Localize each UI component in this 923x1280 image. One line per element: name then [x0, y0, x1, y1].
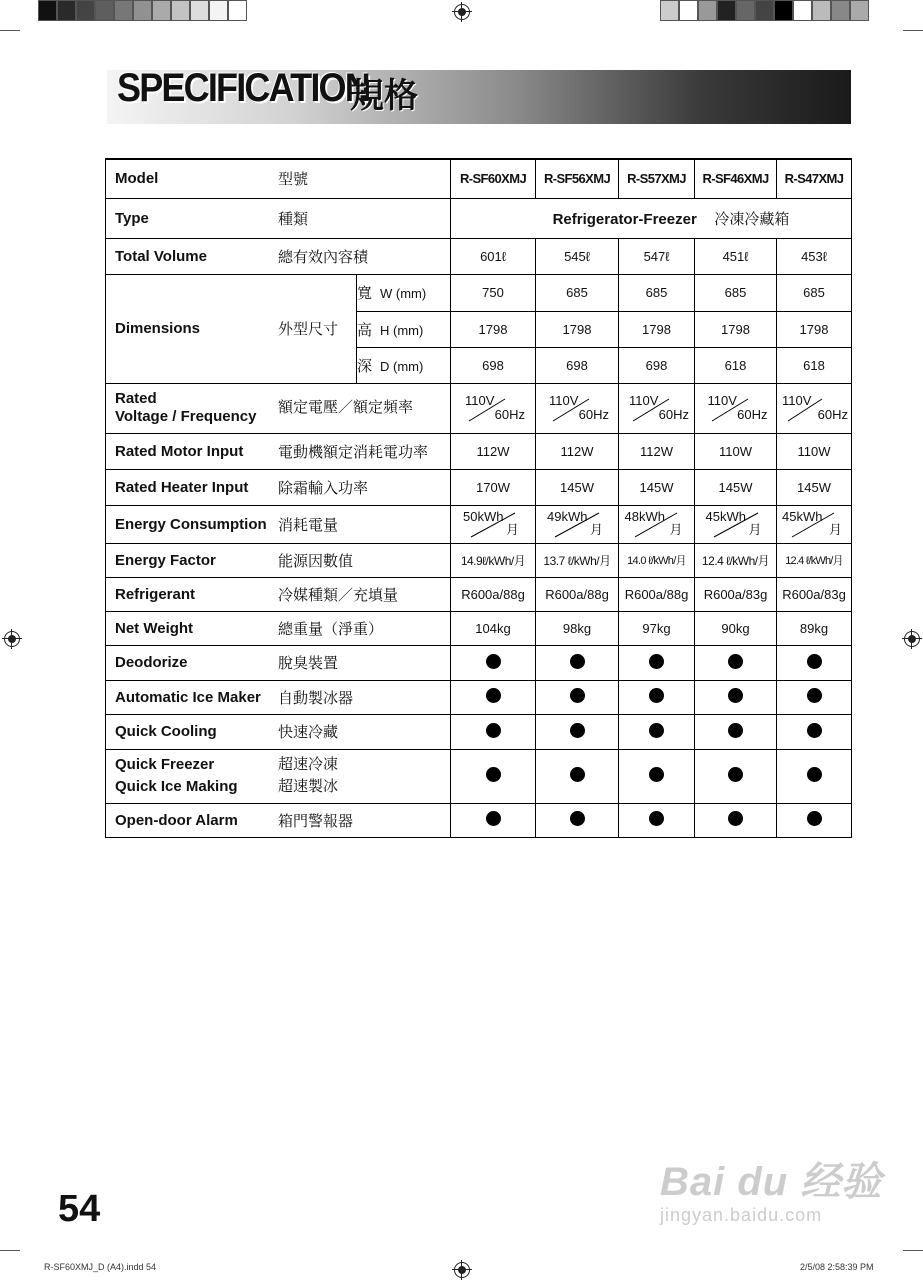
refrigerant-value: R600a/83g [777, 577, 852, 611]
dimension-value: 698 [536, 347, 619, 383]
label-en: Rated Motor Input [115, 442, 244, 460]
label-zh: 總重量（淨重） [278, 620, 384, 638]
label-en: Rated Heater Input [115, 478, 249, 496]
row-factor [106, 543, 852, 577]
filled-circle-icon [486, 723, 501, 738]
label-cell [106, 543, 451, 577]
type-value: Refrigerator-Freezer [552, 210, 697, 228]
model-header: R-SF46XMJ [695, 159, 777, 198]
factor-value: 14.0 ℓ/kWh/月 [619, 543, 695, 577]
label-en: Dimensions [115, 320, 201, 337]
label-cell [106, 611, 451, 645]
feature-cell [619, 645, 695, 680]
label-en: Model [115, 170, 159, 188]
filled-circle-icon [570, 811, 585, 826]
label-cell [106, 645, 451, 680]
energy-value: 45kWh 月 [777, 505, 852, 543]
filled-circle-icon [728, 654, 743, 669]
row-dimension-w [106, 274, 852, 311]
motor-value: 110W [777, 433, 852, 469]
row-model [106, 159, 852, 198]
crop-mark [0, 1250, 20, 1251]
energy-value: 49kWh 月 [536, 505, 619, 543]
filled-circle-icon [728, 723, 743, 738]
feature-cell [451, 680, 536, 714]
volume-value: 545ℓ [536, 238, 619, 274]
label-zh: 總有效內容積 [278, 248, 369, 266]
voltage-value: 110V 60Hz [777, 383, 852, 433]
label-cell [106, 274, 357, 383]
dimension-value: 750 [451, 274, 536, 311]
label-zh: 種類 [278, 210, 309, 228]
page-title: SPECIFICATION [117, 66, 369, 110]
energy-value: 45kWh 月 [695, 505, 777, 543]
registration-mark-icon [454, 1262, 470, 1278]
label-zh: 額定電壓／額定頻率 [278, 399, 414, 416]
spec-table [105, 158, 852, 838]
weight-value: 97kg [619, 611, 695, 645]
label-en: Quick Freezer Quick Ice Making [115, 756, 238, 795]
feature-cell [777, 680, 852, 714]
dimension-value: 698 [619, 347, 695, 383]
feature-cell [619, 803, 695, 837]
model-header: R-S47XMJ [777, 159, 852, 198]
feature-cell [695, 714, 777, 749]
label-zh: 超速冷凍 超速製冰 [278, 756, 339, 795]
dimension-value: 685 [619, 274, 695, 311]
feature-cell [536, 803, 619, 837]
label-en: Refrigerant [115, 585, 196, 603]
row-alarm [106, 803, 852, 837]
watermark-site: jingyan.baidu.com [660, 1205, 823, 1225]
label-zh: 能源因數值 [278, 552, 354, 570]
row-type [106, 198, 852, 238]
row-heater [106, 469, 852, 505]
volume-value: 601ℓ [451, 238, 536, 274]
energy-value: 50kWh 月 [451, 505, 536, 543]
row-freezer [106, 749, 852, 803]
label-cell [106, 383, 451, 433]
label-en: Net Weight [115, 619, 194, 637]
page-title-zh: 規格 [350, 77, 418, 115]
label-cell [106, 714, 451, 749]
registration-mark-icon [4, 631, 20, 647]
model-header: R-SF56XMJ [536, 159, 619, 198]
feature-cell [619, 714, 695, 749]
dimension-value: 618 [695, 347, 777, 383]
label-cell [106, 433, 451, 469]
label-cell [106, 803, 451, 837]
weight-value: 104kg [451, 611, 536, 645]
label-zh: 電動機額定消耗電功率 [278, 443, 429, 461]
weight-value: 89kg [777, 611, 852, 645]
feature-cell [695, 749, 777, 803]
dimension-sub-label: 寬 W (mm) [357, 274, 451, 311]
voltage-value: 110V 60Hz [451, 383, 536, 433]
feature-cell [451, 749, 536, 803]
label-zh: 外型尺寸 [278, 321, 339, 338]
filled-circle-icon [486, 688, 501, 703]
filled-circle-icon [649, 723, 664, 738]
feature-cell [451, 803, 536, 837]
row-refrigerant [106, 577, 852, 611]
feature-cell [619, 749, 695, 803]
watermark [660, 1150, 882, 1226]
dimension-value: 1798 [451, 311, 536, 347]
filled-circle-icon [570, 654, 585, 669]
feature-cell [451, 645, 536, 680]
registration-mark-icon [904, 631, 920, 647]
label-zh: 型號 [278, 171, 309, 189]
model-header: R-SF60XMJ [451, 159, 536, 198]
feature-cell [536, 749, 619, 803]
label-cell [106, 159, 451, 198]
label-en: Quick Cooling [115, 723, 217, 740]
weight-value: 98kg [536, 611, 619, 645]
refrigerant-value: R600a/88g [536, 577, 619, 611]
heater-value: 145W [619, 469, 695, 505]
weight-value: 90kg [695, 611, 777, 645]
motor-value: 112W [619, 433, 695, 469]
feature-cell [777, 645, 852, 680]
row-deodorize [106, 645, 852, 680]
feature-cell [619, 680, 695, 714]
row-weight [106, 611, 852, 645]
footer-timestamp: 2/5/08 2:58:39 PM [800, 1262, 874, 1272]
feature-cell [536, 645, 619, 680]
label-en: Energy Factor [115, 551, 216, 569]
refrigerant-value: R600a/88g [451, 577, 536, 611]
label-en: Type [115, 209, 149, 227]
filled-circle-icon [728, 688, 743, 703]
label-zh: 自動製冰器 [278, 689, 354, 707]
energy-value: 48kWh 月 [619, 505, 695, 543]
row-cooling [106, 714, 852, 749]
crop-mark [903, 30, 923, 31]
filled-circle-icon [728, 767, 743, 782]
label-cell [106, 198, 451, 238]
filled-circle-icon [728, 811, 743, 826]
row-volume [106, 238, 852, 274]
dimension-value: 1798 [695, 311, 777, 347]
volume-value: 453ℓ [777, 238, 852, 274]
filled-circle-icon [649, 654, 664, 669]
label-cell [106, 749, 451, 803]
filled-circle-icon [649, 767, 664, 782]
label-zh: 脫臭裝置 [278, 655, 339, 672]
filled-circle-icon [807, 767, 822, 782]
filled-circle-icon [807, 723, 822, 738]
label-zh: 快速冷藏 [278, 724, 339, 741]
label-en: Deodorize [115, 654, 188, 671]
filled-circle-icon [486, 767, 501, 782]
filled-circle-icon [807, 688, 822, 703]
filled-circle-icon [649, 688, 664, 703]
label-zh: 除霜輸入功率 [278, 479, 369, 497]
dimension-value: 698 [451, 347, 536, 383]
row-voltage [106, 383, 852, 433]
heater-value: 145W [777, 469, 852, 505]
factor-value: 14.9ℓ/kWh/月 [451, 543, 536, 577]
label-en: Open-door Alarm [115, 811, 238, 829]
dimension-value: 1798 [777, 311, 852, 347]
heater-value: 145W [695, 469, 777, 505]
label-en: Automatic Ice Maker [115, 688, 261, 706]
registration-mark-icon [454, 4, 470, 20]
refrigerant-value: R600a/88g [619, 577, 695, 611]
filled-circle-icon [570, 767, 585, 782]
feature-cell [695, 803, 777, 837]
dimension-value: 685 [536, 274, 619, 311]
model-header: R-S57XMJ [619, 159, 695, 198]
motor-value: 112W [536, 433, 619, 469]
label-cell [106, 505, 451, 543]
label-en: Total Volume [115, 247, 207, 265]
dimension-value: 618 [777, 347, 852, 383]
label-zh: 箱門警報器 [278, 812, 354, 830]
label-cell [106, 577, 451, 611]
dimension-sub-label: 高 H (mm) [357, 311, 451, 347]
dimension-sub-label: 深 D (mm) [357, 347, 451, 383]
feature-cell [777, 714, 852, 749]
label-zh: 消耗電量 [278, 516, 339, 534]
color-swatches-right [660, 0, 869, 21]
motor-value: 112W [451, 433, 536, 469]
filled-circle-icon [486, 811, 501, 826]
filled-circle-icon [807, 654, 822, 669]
dimension-value: 685 [777, 274, 852, 311]
label-cell [106, 680, 451, 714]
footer-filename: R-SF60XMJ_D (A4).indd 54 [44, 1262, 157, 1272]
page-number: 54 [58, 1188, 101, 1230]
feature-cell [695, 645, 777, 680]
factor-value: 13.7 ℓ/kWh/月 [536, 543, 619, 577]
volume-value: 451ℓ [695, 238, 777, 274]
feature-cell [777, 749, 852, 803]
filled-circle-icon [649, 811, 664, 826]
label-zh: 冷媒種類／充填量 [278, 586, 399, 604]
filled-circle-icon [570, 688, 585, 703]
filled-circle-icon [486, 654, 501, 669]
type-value-zh: 冷凍冷藏箱 [714, 210, 790, 228]
voltage-value: 110V 60Hz [619, 383, 695, 433]
voltage-value: 110V 60Hz [695, 383, 777, 433]
type-value-cell [451, 198, 852, 238]
filled-circle-icon [807, 811, 822, 826]
refrigerant-value: R600a/83g [695, 577, 777, 611]
crop-mark [903, 1250, 923, 1251]
label-en: Rated Voltage / Frequency [115, 390, 257, 425]
factor-value: 12.4 ℓ/kWh/月 [777, 543, 852, 577]
voltage-value: 110V 60Hz [536, 383, 619, 433]
heater-value: 145W [536, 469, 619, 505]
dimension-value: 1798 [619, 311, 695, 347]
label-en: Energy Consumption [115, 515, 267, 533]
watermark-brand: Bai du 经验 [660, 1160, 883, 1204]
factor-value: 12.4 ℓ/kWh/月 [695, 543, 777, 577]
color-swatches-left [38, 0, 247, 21]
feature-cell [777, 803, 852, 837]
volume-value: 547ℓ [619, 238, 695, 274]
row-motor [106, 433, 852, 469]
feature-cell [536, 714, 619, 749]
dimension-value: 1798 [536, 311, 619, 347]
row-energy [106, 505, 852, 543]
feature-cell [536, 680, 619, 714]
crop-mark [0, 30, 20, 31]
heater-value: 170W [451, 469, 536, 505]
row-icemaker [106, 680, 852, 714]
dimension-value: 685 [695, 274, 777, 311]
filled-circle-icon [570, 723, 585, 738]
motor-value: 110W [695, 433, 777, 469]
label-cell [106, 238, 451, 274]
label-cell [106, 469, 451, 505]
feature-cell [451, 714, 536, 749]
feature-cell [695, 680, 777, 714]
